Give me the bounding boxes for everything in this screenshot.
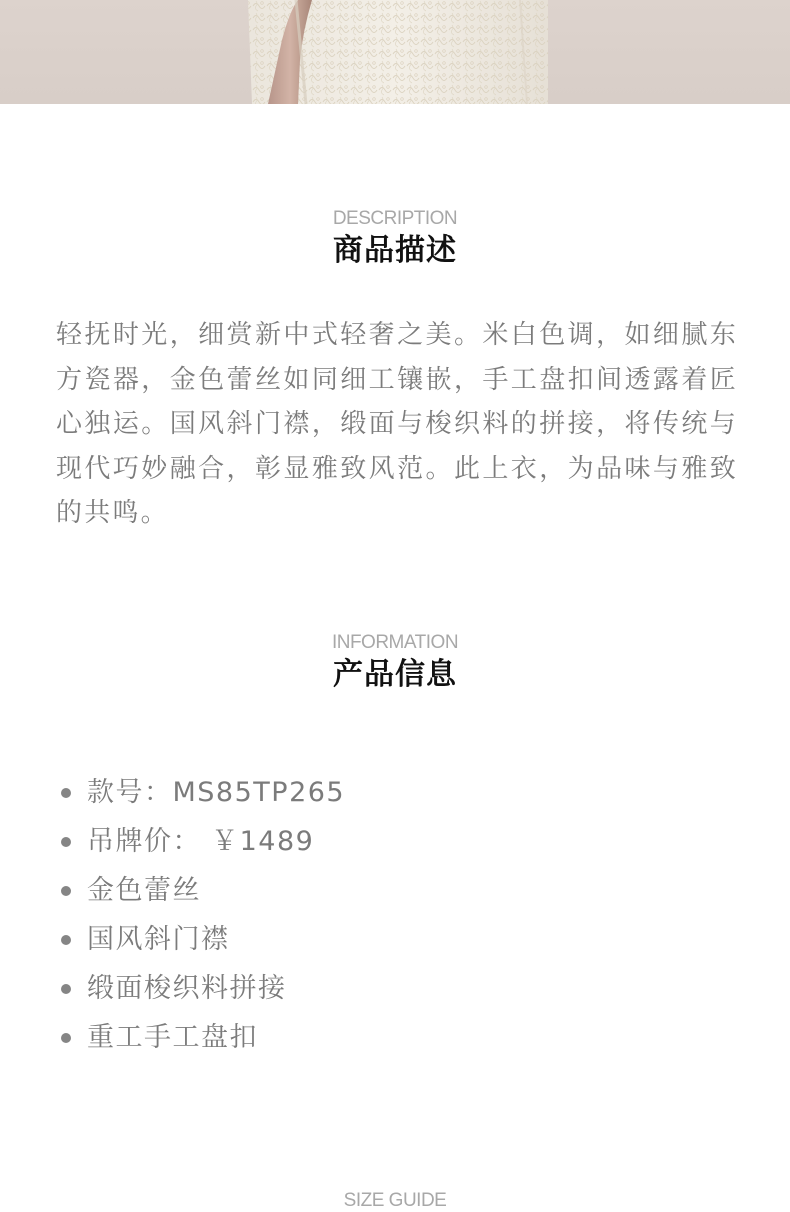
- product-info-list: [58, 768, 748, 1062]
- info-item-label: 吊牌价： ￥1489: [87, 826, 315, 857]
- bullet-icon: [61, 1033, 71, 1043]
- info-item-label: 缎面梭织料拼接: [87, 973, 287, 1004]
- info-item-label: 款号：MS85TP265: [87, 777, 346, 808]
- info-item-lace: [58, 866, 748, 915]
- bullet-icon: [61, 984, 71, 994]
- info-item-tag-price: [58, 817, 748, 866]
- description-heading: 商品描述: [333, 233, 457, 268]
- info-item-style-number: [58, 768, 748, 817]
- bullet-icon: [61, 788, 71, 798]
- bullet-icon: [61, 886, 71, 896]
- info-item-label: 金色蕾丝: [87, 875, 201, 906]
- info-item-placket: [58, 915, 748, 964]
- description-text: 轻抚时光，细赏新中式轻奢之美。米白色调，如细腻东方瓷器，金色蕾丝如同细工镶嵌，手工盘扣间透露着匠心独运。国风斜门襟，缎面与梭织料的拼接，将传统与现代巧妙融合，彰显雅致风范。此上衣，为品味与雅致的共鸣。: [56, 320, 738, 528]
- description-heading-en: DESCRIPTION: [332, 208, 458, 229]
- info-item-label: 国风斜门襟: [87, 924, 230, 955]
- information-heading-en: INFORMATION: [331, 632, 459, 653]
- product-photo: [0, 0, 790, 104]
- size-guide-heading-en: SIZE GUIDE: [343, 1190, 447, 1211]
- information-heading: 产品信息: [333, 657, 457, 692]
- info-item-fabric: [58, 964, 748, 1013]
- bullet-icon: [61, 935, 71, 945]
- product-photo-graphic: [0, 0, 790, 104]
- info-item-label: 重工手工盘扣: [87, 1022, 258, 1053]
- info-item-knot-buttons: [58, 1013, 748, 1062]
- bullet-icon: [61, 837, 71, 847]
